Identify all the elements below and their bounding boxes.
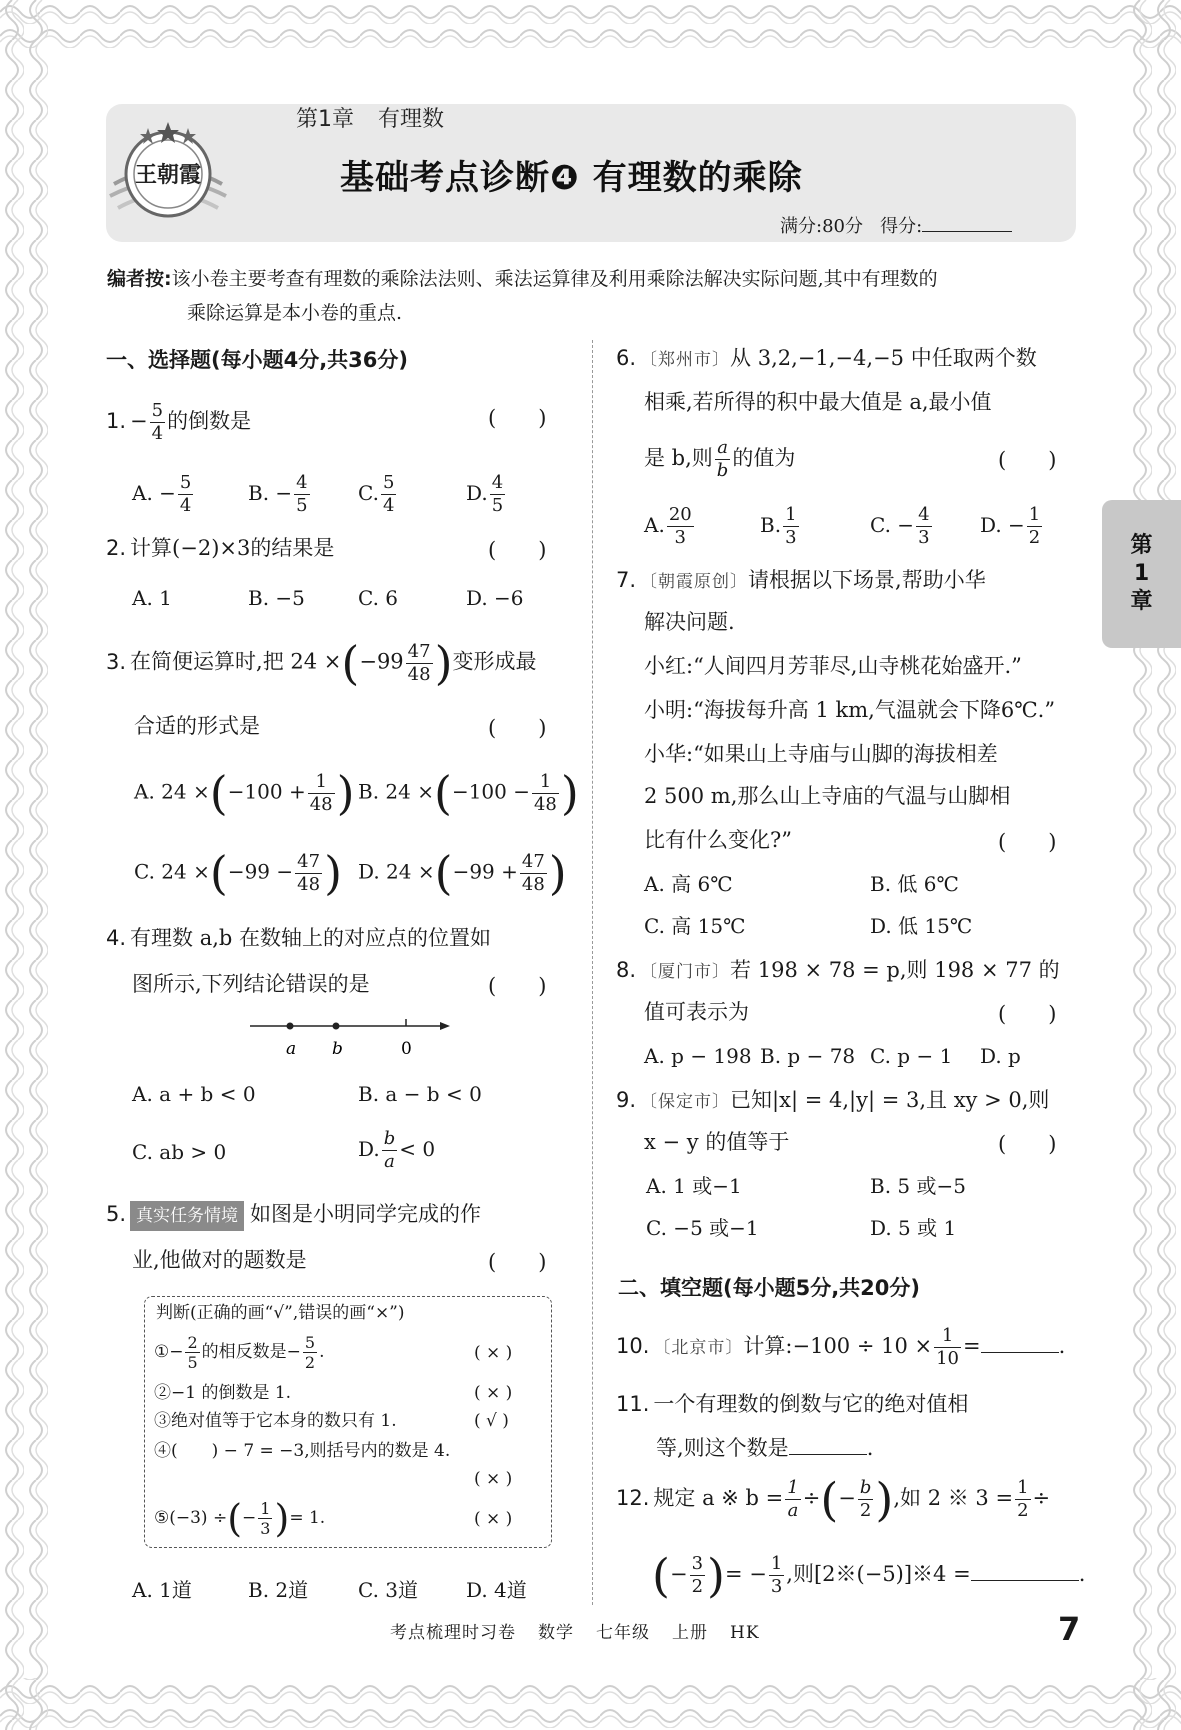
q3-a-mid: −100 + — [227, 779, 306, 804]
q6-line3-post: 的值为 — [732, 446, 796, 470]
hw1-frac1 — [185, 1333, 199, 1372]
q12-mid: ,如 2 ※ 3 = — [893, 1486, 1014, 1510]
q4-option-b[interactable]: B. a − b < 0 — [358, 1082, 482, 1106]
question-4 — [106, 924, 491, 952]
q6-frac — [715, 437, 731, 482]
editor-note-line1: 该小卷主要考查有理数的乘除法法则、乘法运算律及利用乘除法解决实际问题,其中有理数的 — [171, 268, 938, 290]
q3-a-num: 1 — [308, 771, 335, 794]
q3-mixed-den: 48 — [407, 663, 431, 685]
q3-a-pre: A. 24 × — [134, 779, 210, 804]
q8-option-a[interactable]: A. p − 198 — [644, 1044, 752, 1068]
question-9 — [616, 1086, 1049, 1116]
hw-item-4: ④( ) − 7 = −3,则括号内的数是 4. — [154, 1441, 451, 1461]
q3-c-num: 47 — [297, 850, 321, 872]
q10-answer-blank[interactable] — [981, 1333, 1059, 1353]
q6-d-den: 2 — [1028, 527, 1041, 548]
hw-item-2: ②−1 的倒数是 1. — [154, 1383, 292, 1403]
hw1-pre: ①− — [154, 1342, 184, 1362]
q6-line1: 从 3,2,−1,−4,−5 中任取两个数 — [730, 346, 1037, 370]
q4-answer-paren[interactable]: ( ) — [488, 974, 547, 998]
q9-source: 〔保定市〕 — [640, 1092, 731, 1112]
q3-b-mid: −100 − — [451, 779, 530, 804]
q6-option-d[interactable] — [980, 504, 1044, 549]
q9-number: 9. — [616, 1088, 637, 1112]
q1-b-den: 5 — [296, 495, 308, 516]
footer-subject: 数学 — [538, 1623, 574, 1643]
score-label: 得分: — [880, 216, 923, 237]
editor-note-line2: 乘除运算是本小卷的重点. — [187, 302, 403, 324]
page-title: 基础考点诊断❹ 有理数的乘除 — [340, 158, 803, 198]
q7-option-d[interactable]: D. 低 15℃ — [870, 914, 973, 938]
hw5-d: 3 — [260, 1519, 271, 1538]
footer-series: 考点梳理时习卷 — [390, 1623, 516, 1643]
q3-c-mid: −99 − — [227, 859, 294, 884]
q8-number: 8. — [616, 958, 637, 982]
q10-source: 〔北京市〕 — [653, 1338, 744, 1358]
q3-mixed-frac — [406, 641, 433, 686]
q6-b-frac — [783, 504, 798, 549]
q7-number: 7. — [616, 568, 637, 592]
footer — [390, 1618, 782, 1643]
q3-c-frac — [295, 851, 322, 896]
side-tab-line3: 章 — [1130, 589, 1153, 614]
q1-c-label: C. — [358, 481, 379, 505]
q8-answer-paren[interactable]: ( ) — [998, 1002, 1057, 1026]
q3-d-den: 48 — [521, 873, 545, 895]
q11-number: 11. — [616, 1392, 650, 1416]
q1-c-den: 4 — [382, 495, 395, 516]
q12-l2-post: ,则[2※(−5)]※4 = — [786, 1562, 971, 1586]
q1-b-label: B. − — [248, 481, 293, 505]
q1-option-a[interactable] — [132, 472, 195, 517]
q12-l2-den2: 3 — [770, 1576, 783, 1597]
side-tab-line2: 1 — [1133, 561, 1150, 586]
q1-frac-num: 5 — [151, 400, 164, 421]
q12-l2-den: 2 — [691, 1576, 704, 1597]
q10-pre: 计算:−100 ÷ 10 × — [743, 1334, 933, 1358]
hw-item-5: ⑤(−3) ÷(− $\frac{1}{3}$ )= 1. — [154, 1496, 326, 1541]
q3-d-pre: D. 24 × — [358, 859, 435, 884]
q3-option-d[interactable]: D. 24 ×(−99 + $\frac{47}{48}$ ) — [358, 846, 567, 900]
q3-mixed-int: −99 — [359, 649, 404, 674]
question-3: 3. 在简便运算时,把 24 ×(−99 $\frac{47}{48}$ )变形成最 — [106, 636, 537, 690]
q12-pre: 规定 a ※ b = — [653, 1486, 784, 1510]
q6-b-den: 3 — [785, 527, 797, 548]
q11-answer-blank[interactable] — [789, 1435, 867, 1455]
score-line — [780, 212, 1012, 238]
question-5 — [106, 1200, 481, 1231]
hw1-d1: 5 — [187, 1353, 198, 1372]
q1-option-c[interactable] — [358, 472, 398, 517]
q1-text: 的倒数是 — [167, 409, 252, 433]
hw1-frac2 — [303, 1333, 317, 1372]
footer-grade: 七年级 — [596, 1623, 650, 1643]
q3-d-frac — [520, 851, 547, 896]
q2-option-b[interactable]: B. −5 — [248, 586, 305, 610]
q5-line2: 业,他做对的题数是 — [132, 1248, 307, 1272]
q9-line2: x − y 的值等于 — [644, 1130, 790, 1154]
number-line-arrow — [440, 1022, 450, 1030]
question-8 — [616, 956, 1060, 986]
q1-number: 1. — [106, 409, 127, 433]
number-line-diagram — [250, 1010, 450, 1060]
question-12: 12. 规定 a ※ b = $\frac{1}{a}$ ÷(− $\frac{b}{2}$ ),如 2 ※ 3 = $\frac{1}{2}$ ÷ — [616, 1472, 1051, 1527]
hw5-mid: − — [242, 1508, 257, 1528]
hw5-end: = 1. — [289, 1508, 326, 1528]
hw1-end: . — [319, 1342, 325, 1362]
q7-source: 〔朝霞原创〕 — [640, 572, 749, 592]
question-2 — [106, 534, 334, 562]
q12-l2-num: 3 — [691, 1553, 704, 1574]
q1-fraction — [150, 400, 165, 445]
q6-line2: 相乘,若所得的积中最大值是 a,最小值 — [644, 390, 992, 414]
q9-option-c[interactable]: C. −5 或−1 — [646, 1216, 759, 1240]
q10-den: 10 — [936, 1348, 960, 1369]
q6-d-frac — [1027, 504, 1042, 549]
q2-text: 计算(−2)×3的结果是 — [130, 536, 335, 560]
q11-line1: 一个有理数的倒数与它的绝对值相 — [653, 1392, 969, 1416]
q1-d-label: D. — [466, 481, 488, 505]
q6-a-den: 3 — [674, 527, 686, 548]
q7-option-b[interactable]: B. 低 6℃ — [870, 872, 959, 896]
q6-b-num: 1 — [785, 504, 797, 525]
q3-c-pre: C. 24 × — [134, 859, 210, 884]
q8-option-b[interactable]: B. p − 78 — [760, 1044, 856, 1068]
q6-c-label: C. − — [870, 513, 915, 537]
q6-source: 〔郑州市〕 — [640, 350, 731, 370]
q3-b-num: 1 — [532, 771, 559, 794]
q5-option-a[interactable]: A. 1道 — [132, 1578, 192, 1602]
label-a: a — [286, 1039, 297, 1059]
q5-option-d[interactable]: D. 4道 — [466, 1578, 527, 1602]
q6-line3-pre: 是 b,则 — [644, 446, 713, 470]
page-number: 7 — [1058, 1610, 1081, 1648]
hw1-n2: 5 — [304, 1333, 316, 1352]
q12-n3: 1 — [1017, 1477, 1029, 1498]
hw-item-3: ③绝对值等于它本身的数只有 1. — [154, 1411, 397, 1431]
q4-d-label: D. — [358, 1137, 380, 1161]
q9-line1: 已知|x| = 4,|y| = 3,且 xy > 0,则 — [730, 1088, 1050, 1112]
q7-line1: 请根据以下场景,帮助小华 — [748, 568, 986, 592]
q5-option-b[interactable]: B. 2道 — [248, 1578, 309, 1602]
side-tab-line1: 第 — [1130, 533, 1153, 558]
q3-option-c[interactable]: C. 24 ×(−99 − $\frac{47}{48}$ ) — [134, 846, 343, 900]
q3-d-mid: −99 + — [452, 859, 518, 884]
label-b: b — [332, 1039, 343, 1059]
section-choice-heading: 一、选择题(每小题4分,共36分) — [106, 348, 409, 372]
q1-d-frac — [490, 472, 505, 517]
q11-line2 — [656, 1434, 873, 1462]
hw1-d2: 2 — [304, 1353, 316, 1372]
q3-b-frac — [532, 771, 559, 816]
hw2-mark: ( × ) — [474, 1383, 513, 1403]
q3-b-pre: B. 24 × — [358, 779, 434, 804]
q1-a-label: A. − — [132, 481, 176, 505]
point-a — [287, 1023, 294, 1030]
q6-c-frac — [916, 504, 931, 549]
q5-number: 5. — [106, 1202, 127, 1226]
q3-a-frac — [308, 771, 335, 816]
q12-d2: 2 — [859, 1500, 872, 1521]
q6-a-label: A. — [644, 513, 665, 537]
hw3-mark: ( √ ) — [474, 1411, 509, 1431]
q3-text-pre: 在简便运算时,把 24 × — [130, 649, 342, 674]
q12-frac1 — [785, 1477, 800, 1522]
editor-note — [107, 262, 1077, 330]
q5-option-c[interactable]: C. 3道 — [358, 1578, 419, 1602]
q1-b-frac — [294, 472, 309, 517]
q1-d-den: 5 — [491, 495, 504, 516]
q10-number: 10. — [616, 1334, 650, 1358]
q12-answer-blank[interactable] — [971, 1561, 1079, 1581]
q9-option-a[interactable]: A. 1 或−1 — [646, 1174, 742, 1198]
q6-option-c[interactable] — [870, 504, 934, 549]
emblem-text: 王朝霞 — [134, 162, 202, 188]
q6-frac-num: a — [715, 437, 731, 460]
q4-line2: 图所示,下列结论错误的是 — [132, 972, 370, 996]
editor-note-label: 编者按: — [107, 268, 172, 290]
q4-option-a[interactable]: A. a + b < 0 — [132, 1082, 256, 1106]
q3-a-den: 48 — [309, 793, 333, 815]
q12-l2-num2: 1 — [770, 1553, 783, 1574]
full-score: 满分:80分 — [780, 216, 863, 237]
q8-line1: 若 198 × 78 = p,则 198 × 77 的 — [730, 958, 1060, 982]
q6-a-num: 20 — [668, 504, 692, 525]
q12-d3: 2 — [1017, 1500, 1029, 1521]
chapter-side-tab — [1102, 500, 1181, 648]
q3-line2: 合适的形式是 — [134, 714, 260, 738]
q12-d1: a — [787, 1500, 799, 1521]
q7-line2: 解决问题. — [644, 610, 735, 634]
q12-end: . — [1078, 1562, 1086, 1586]
hw-title: 判断(正确的画“√”,错误的画“×”) — [156, 1303, 405, 1323]
q3-b-den: 48 — [533, 793, 557, 815]
q5-scenario-tag: 真实任务情境 — [130, 1201, 244, 1231]
hw5-mark: ( × ) — [474, 1509, 513, 1529]
q7-line3: 小红:“人间四月芳菲尽,山寺桃花始盛开.” — [644, 654, 1022, 678]
q3-text-post: 变形成最 — [452, 649, 537, 674]
q7-line4: 小明:“海拔每升高 1 km,气温就会下降6℃.” — [644, 698, 1056, 722]
q12-div: ÷ — [802, 1486, 821, 1510]
section-fill-heading: 二、填空题(每小题5分,共20分) — [618, 1276, 921, 1300]
q6-answer-paren[interactable]: ( ) — [998, 448, 1057, 472]
q4-number: 4. — [106, 926, 127, 950]
hw5-pre: ⑤(−3) ÷ — [154, 1508, 228, 1528]
q10-post: = — [963, 1334, 981, 1358]
q12-l2-neg: − — [669, 1562, 688, 1586]
q2-option-a[interactable]: A. 1 — [132, 586, 172, 610]
q2-option-d[interactable]: D. −6 — [466, 586, 524, 610]
q4-line1: 有理数 a,b 在数轴上的对应点的位置如 — [130, 926, 492, 950]
q3-number: 3. — [106, 649, 127, 674]
footer-edition: HK — [730, 1623, 760, 1643]
q1-answer-paren[interactable]: ( ) — [488, 406, 547, 430]
q12-l2-frac2 — [769, 1553, 784, 1598]
q6-c-den: 3 — [918, 527, 930, 548]
q4-d-tail: < 0 — [399, 1137, 436, 1161]
q8-option-d[interactable]: D. p — [980, 1044, 1021, 1068]
q6-c-num: 4 — [918, 504, 930, 525]
q11-end: . — [866, 1436, 874, 1460]
publisher-emblem-icon — [104, 114, 232, 230]
q6-option-a[interactable] — [644, 504, 696, 549]
q1-option-b[interactable] — [248, 472, 312, 517]
q1-d-num: 4 — [491, 472, 504, 493]
q6-a-frac — [667, 504, 694, 549]
q1-a-frac — [178, 472, 193, 517]
q10-num: 1 — [934, 1325, 961, 1348]
q1-frac-den: 4 — [151, 423, 164, 444]
q12-line2: (− $\frac{3}{2}$ )= − $\frac{1}{3}$ ,则[2※(−5)]※4 = . — [652, 1548, 1086, 1603]
q6-d-label: D. − — [980, 513, 1025, 537]
q8-option-c[interactable]: C. p − 1 — [870, 1044, 953, 1068]
q10-end: . — [1058, 1334, 1066, 1358]
q8-source: 〔厦门市〕 — [640, 962, 731, 982]
q6-option-b[interactable] — [760, 504, 801, 549]
footer-volume: 上册 — [672, 1623, 708, 1643]
q12-n1: 1 — [787, 1477, 799, 1498]
q3-option-b[interactable]: B. 24 ×(−100 − $\frac{1}{48}$ ) — [358, 766, 579, 820]
question-7 — [616, 566, 986, 596]
score-blank[interactable] — [922, 214, 1012, 232]
q3-d-num: 47 — [521, 850, 545, 872]
q1-a-num: 5 — [179, 472, 192, 493]
chapter-name: 有理数 — [378, 107, 445, 132]
hw5-frac — [258, 1499, 272, 1538]
q1-neg: − — [130, 409, 148, 433]
q12-l2-frac — [690, 1553, 705, 1598]
q7-answer-paren[interactable]: ( ) — [998, 830, 1057, 854]
q2-option-c[interactable]: C. 6 — [358, 586, 399, 610]
point-b — [333, 1023, 340, 1030]
q1-option-d[interactable] — [466, 472, 507, 517]
q1-c-frac — [381, 472, 396, 517]
question-6 — [616, 344, 1037, 374]
q6-frac-den: b — [716, 460, 729, 481]
q9-answer-paren[interactable]: ( ) — [998, 1132, 1057, 1156]
q7-option-a[interactable]: A. 高 6℃ — [644, 872, 733, 896]
q7-line7: 比有什么变化?” — [644, 828, 792, 852]
q4-option-c[interactable]: C. ab > 0 — [132, 1140, 227, 1164]
chapter-number: 第1章 — [296, 107, 354, 132]
chapter-tab — [256, 100, 508, 140]
q6-line3 — [644, 434, 795, 482]
question-1 — [106, 400, 251, 445]
q4-d-num: b — [383, 1128, 396, 1149]
q9-option-b[interactable]: B. 5 或−5 — [870, 1174, 966, 1198]
q3-option-a[interactable]: A. 24 ×(−100 + $\frac{1}{48}$ ) — [134, 766, 355, 820]
column-divider — [592, 340, 593, 1605]
hw-item-1 — [154, 1330, 325, 1374]
q12-l2-eq: = − — [724, 1562, 767, 1586]
q12-frac2 — [858, 1477, 874, 1522]
hw1-mark: ( × ) — [474, 1343, 513, 1363]
q3-c-den: 48 — [297, 873, 321, 895]
q6-number: 6. — [616, 346, 637, 370]
q3-mixed-num: 47 — [407, 640, 431, 662]
q4-d-den: a — [384, 1151, 395, 1172]
q7-option-c[interactable]: C. 高 15℃ — [644, 914, 746, 938]
q8-line2: 值可表示为 — [644, 1000, 749, 1024]
hw1-n1: 2 — [187, 1333, 198, 1352]
question-10 — [616, 1322, 1065, 1372]
hw1-mid: 的相反数是− — [201, 1342, 301, 1362]
q1-a-den: 4 — [179, 495, 192, 516]
q9-option-d[interactable]: D. 5 或 1 — [870, 1216, 957, 1240]
q10-frac — [934, 1325, 961, 1370]
q12-n2: b — [859, 1477, 872, 1498]
q1-b-num: 4 — [296, 472, 308, 493]
q6-d-num: 1 — [1028, 504, 1041, 525]
q7-line5: 小华:“如果山上寺庙与山脚的海拔相差 — [644, 742, 998, 766]
hw5-n: 1 — [260, 1499, 271, 1518]
q12-div2: ÷ — [1032, 1486, 1051, 1510]
q6-b-label: B. — [760, 513, 782, 537]
q3-answer-paren[interactable]: ( ) — [488, 716, 547, 740]
q12-frac3 — [1015, 1477, 1030, 1522]
q7-line6: 2 500 m,那么山上寺庙的气温与山脚相 — [644, 784, 1011, 808]
q12-neg: − — [838, 1486, 856, 1510]
q2-answer-paren[interactable]: ( ) — [488, 538, 547, 562]
q5-line1: 如图是小明同学完成的作 — [250, 1202, 482, 1226]
label-zero: 0 — [401, 1039, 412, 1059]
q11-line2-text: 等,则这个数是 — [656, 1436, 789, 1460]
q4-option-d[interactable] — [358, 1128, 435, 1173]
q2-number: 2. — [106, 536, 127, 560]
question-11 — [616, 1390, 968, 1418]
q12-number: 12. — [616, 1486, 650, 1510]
q5-answer-paren[interactable]: ( ) — [488, 1250, 547, 1274]
q4-d-frac — [382, 1128, 398, 1173]
hw4-mark: ( × ) — [474, 1469, 513, 1489]
q1-c-num: 5 — [382, 472, 395, 493]
